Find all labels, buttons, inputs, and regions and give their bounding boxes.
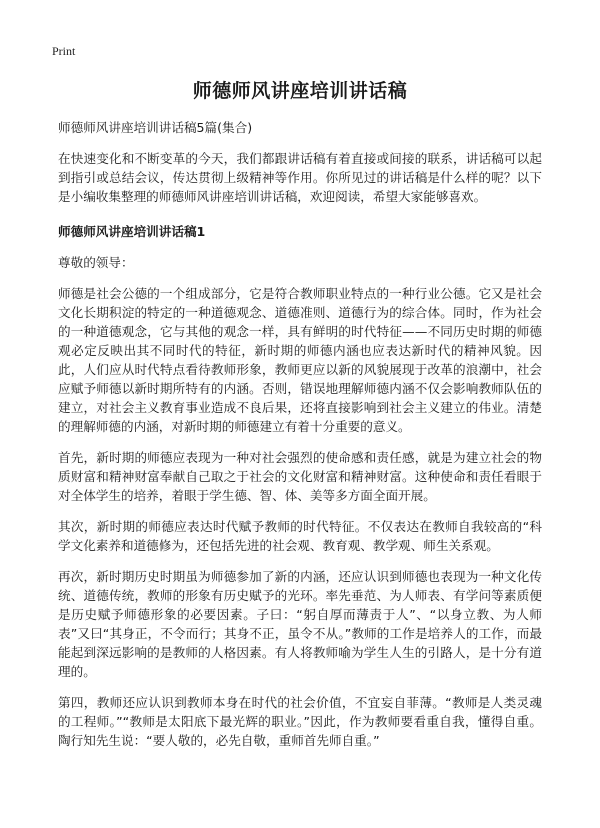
document-subtitle: 师德师风讲座培训讲话稿5篇(集合) xyxy=(58,120,253,135)
page-title: 师德师风讲座培训讲话稿 xyxy=(192,80,408,102)
body-paragraph: 师德是社会公德的一个组成部分，它是符合教师职业特点的一种行业公德。它又是社会文化长期积淀的特定的一种道德观念、道德准则、道德行为的综合体。同时，作为社会的一种道德观念，它与其他的观念一样，具有鲜明的时代特征——不同历史时期的师德观必定反映出其不同时代的特征，新时期的师德内涵也应表达新时代的精神风貌。因此，人们应从时代特点看待教师形象，教师更应以新的风貌展现于改革的浪潮中，社会应赋予师德以新时期所特有的内涵。否则，错误地理解师德内涵不仅会影响教师队伍的建立，对社会主义教育事业造成不良后果，还将直接影响到社会主义建立的伟业。清楚的理解师德的内涵，对新时期的师德建立有着十分重要的意义。 xyxy=(58,286,542,434)
greeting: 尊敬的领导： xyxy=(58,255,134,270)
body-paragraph: 其次，新时期的师德应表达时代赋予教师的时代特征。不仅表达在教师自我较高的“科学文化素养和道德修为，还包括先进的社会观、教育观、教学观、师生关系观。 xyxy=(58,519,542,553)
body-paragraph: 再次，新时期历史时期虽为师德参加了新的内涵，还应认识到师德也表现为一种文化传统、道德传统，教师的形象有历史赋予的光环。率先垂范、为人师表、有学问等素质便是历史赋予师德形象的必要因素。子曰：“躬自厚而薄责于人”、“以身立教、为人师表”又曰“其身正，不令而行；其身不正，虽令不从。”教师的工作是培养人的工作，而最能起到深远影响的是教师的人格因素。有人将教师喻为学生人生的引路人，是十分有道理的。 xyxy=(58,569,542,679)
intro-paragraph: 在快速变化和不断变革的今天，我们都跟讲话稿有着直接或间接的联系，讲话稿可以起到指引或总结会议，传达贯彻上级精神等作用。你所见过的讲话稿是什么样的呢？以下是小编收集整理的师德师风讲座培训讲话稿，欢迎阅读，希望大家能够喜欢。 xyxy=(58,151,542,204)
print-link[interactable]: Print xyxy=(52,44,76,58)
body-paragraph: 首先，新时期的师德应表现为一种对社会强烈的使命感和责任感，就是为建立社会的物质财富和精神财富奉献自己取之于社会的文化财富和精神财富。这种使命和责任看眼于对全体学生的培养，着眼于学生德、智、体、美等多方面全面开展。 xyxy=(58,450,542,503)
body-paragraph: 第四，教师还应认识到教师本身在时代的社会价值，不宜妄自菲薄。“教师是人类灵魂的工程师。”“教师是太阳底下最光辉的职业。”因此，作为教师要看重自我，懂得自重。陶行知先生说：“要人敬的，必先自敬，重师首先师自重。” xyxy=(58,695,542,748)
section-heading: 师德师风讲座培训讲话稿1 xyxy=(58,224,206,239)
